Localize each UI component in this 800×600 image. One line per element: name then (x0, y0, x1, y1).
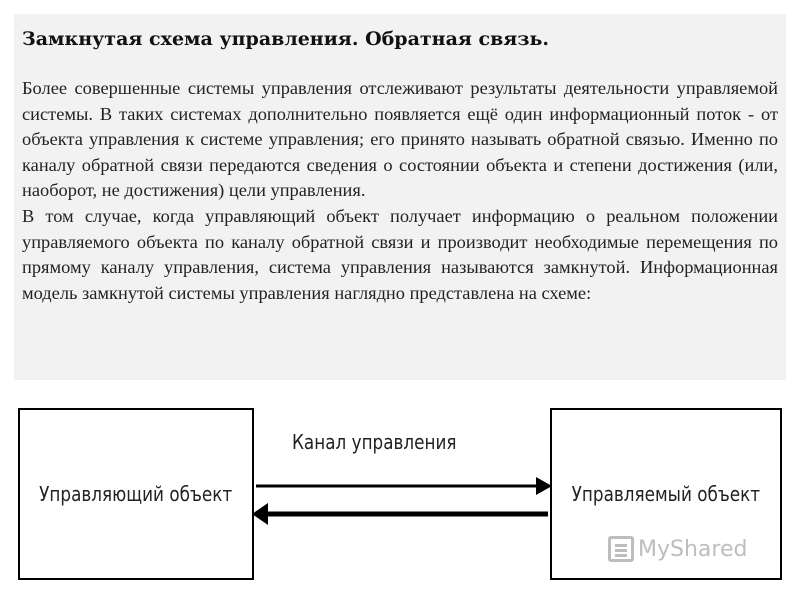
paragraph-closed-system: В том случае, когда управляющий объект получает информацию о реальном положении управляемого объекта по каналу обратной связи и производит необходимые перемещения по прямому каналу управления, система управления называются замкнутой. Информационная модель замкнутой системы управления наглядно представлена на схеме: (22, 205, 778, 303)
feedback-channel-arrow (252, 503, 548, 525)
controlled-object-label: Управляемый объект (571, 482, 761, 506)
arrows (0, 390, 800, 600)
watermark-text: MyShared (638, 536, 748, 562)
paragraph-feedback: Более совершенные системы управления отслеживают результаты деятельности управляемой системы. В таких системах дополнительно появляется ещё один информационный поток - от объекта управления к системе управления; его принято называть обратной связью. Именно по каналу обратной связи передаются сведения о состоянии объекта и степени достижения (или, наоборот, не достижения) цели управления. (22, 78, 778, 201)
control-diagram (0, 390, 800, 600)
control-channel-label: Канал управления (292, 430, 457, 454)
presentation-icon (608, 536, 634, 562)
watermark (608, 536, 747, 562)
control-channel-arrow (256, 477, 552, 495)
text-panel (14, 14, 786, 380)
controlling-object-label: Управляющий объект (39, 482, 233, 506)
page-title: Замкнутая схема управления. Обратная связь. (22, 28, 549, 50)
